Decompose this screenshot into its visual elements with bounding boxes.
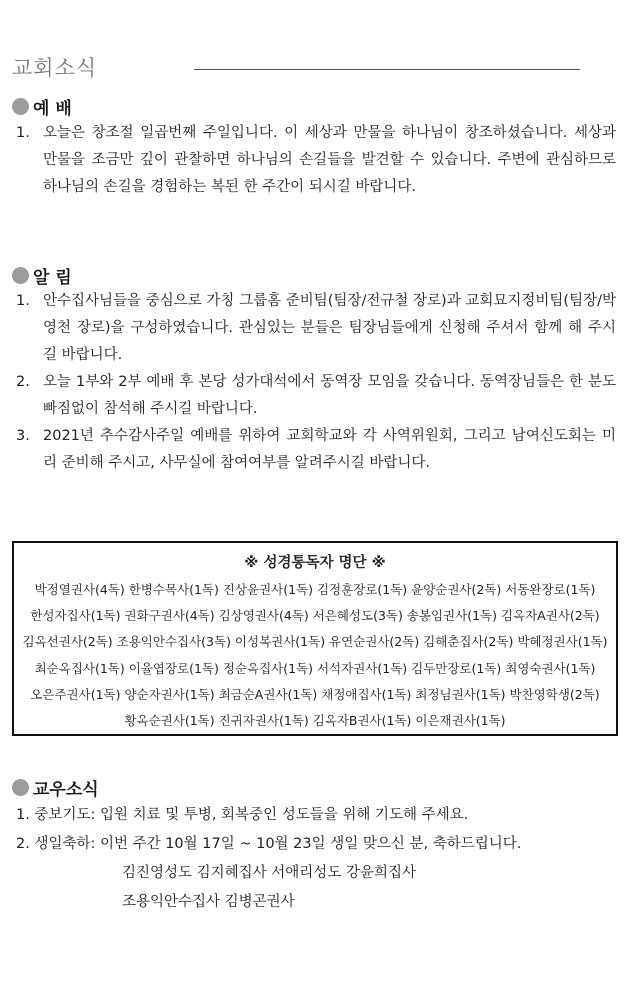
item-number: 1. bbox=[16, 293, 30, 309]
section-title: 알 림 bbox=[33, 268, 72, 288]
item-text: 2021년 추수감사주일 예배를 위하여 교회학교와 각 사역위원회, 그리고 남여신도회는 미리 준비해 주시고, 사무실에 참여여부를 알려주시길 바랍니다. bbox=[43, 428, 616, 471]
birthday-notice: 2. 생일축하: 이번 주간 10월 17일 ~ 10월 23일 생일 맞으신 분, 축하드립니다. bbox=[16, 836, 522, 852]
section-title: 교우소식 bbox=[33, 780, 99, 800]
item-text: 안수집사님들을 중심으로 가칭 그룹홈 준비팀(팀장/전규철 장로)과 교회묘지정비팀(팀장/박영천 장로)을 구성하였습니다. 관심있는 분들은 팀장님들에게 신청해 주셔서 함께 해 주시길 바랍니다. bbox=[43, 293, 616, 363]
circle-bullet-icon bbox=[12, 267, 29, 284]
fellowship-list bbox=[16, 801, 616, 917]
bible-reading-title: ※ 성경통독자 명단 ※ bbox=[244, 555, 386, 571]
item-text: 오늘 1부와 2부 예배 후 본당 성가대석에서 동역장 모임을 갖습니다. 동역장님들은 한 분도 빠짐없이 참석해 주시길 바랍니다. bbox=[43, 374, 616, 417]
prayer-request: 1. 중보기도: 입원 치료 및 투병, 회복중인 성도들을 위해 기도해 주세요. bbox=[16, 807, 469, 823]
names-line: 한성자집사(1독) 권화구권사(4독) 김상영권사(4독) 서은혜성도(3독) 송봉임권사(1독) 김옥자A권사(2독) bbox=[30, 608, 600, 624]
birthday-names: 조용익안수집사 김병곤권사 bbox=[122, 894, 295, 910]
section-heading-notices bbox=[12, 263, 72, 288]
list-item bbox=[16, 423, 616, 477]
item-text: 오늘은 창조절 일곱번째 주일입니다. 이 세상과 만물을 하나님이 창조하셨습니다. 세상과 만물을 조금만 깊이 관찰하면 하나님의 손길들을 발견할 수 있습니다. 주변에 관심하므로 하나님의 손길을 경험하는 복된 한 주간이 되시길 바랍니다. bbox=[43, 125, 616, 195]
header-divider bbox=[194, 69, 580, 70]
list-item bbox=[16, 288, 616, 369]
section-heading-worship bbox=[12, 94, 72, 119]
circle-bullet-icon bbox=[12, 98, 29, 115]
list-item bbox=[16, 120, 616, 201]
names-line: 황옥순권사(1독) 진귀자권사(1독) 김옥자B권사(1독) 이은재권사(1독) bbox=[124, 713, 506, 729]
item-number: 3. bbox=[16, 428, 30, 444]
worship-list bbox=[16, 120, 616, 201]
bible-reading-box bbox=[12, 541, 618, 736]
list-item bbox=[16, 369, 616, 423]
names-line: 최순옥집사(1독) 이율엽장로(1독) 정순옥집사(1독) 서석자권사(1독) 김두만장로(1독) 최영숙권사(1독) bbox=[34, 660, 596, 676]
page-header bbox=[12, 52, 612, 82]
names-line: 박정열권사(4독) 한병수목사(1독) 진상윤권사(1독) 김정훈장로(1독) 윤양순권사(2독) 서동완장로(1독) bbox=[34, 582, 596, 597]
page-title: 교회소식 bbox=[12, 56, 98, 80]
bible-reading-names bbox=[14, 577, 616, 734]
item-number: 2. bbox=[16, 374, 30, 390]
notices-list bbox=[16, 288, 616, 477]
item-number: 1. bbox=[16, 125, 30, 141]
names-line: 김옥선권사(2독) 조용익안수집사(3독) 이성복권사(1독) 유연순권사(2독) 김해춘집사(2독) 박혜정권사(1독) bbox=[22, 634, 608, 650]
birthday-names: 김진영성도 김지혜집사 서애리성도 강윤희집사 bbox=[122, 865, 416, 881]
names-line: 오은주권사(1독) 양순자권사(1독) 최금순A권사(1독) 채정애집사(1독) 최정님권사(1독) 박찬영학생(2독) bbox=[30, 686, 600, 702]
circle-bullet-icon bbox=[12, 779, 29, 796]
section-heading-fellowship bbox=[12, 775, 99, 800]
section-title: 예 배 bbox=[33, 99, 72, 119]
